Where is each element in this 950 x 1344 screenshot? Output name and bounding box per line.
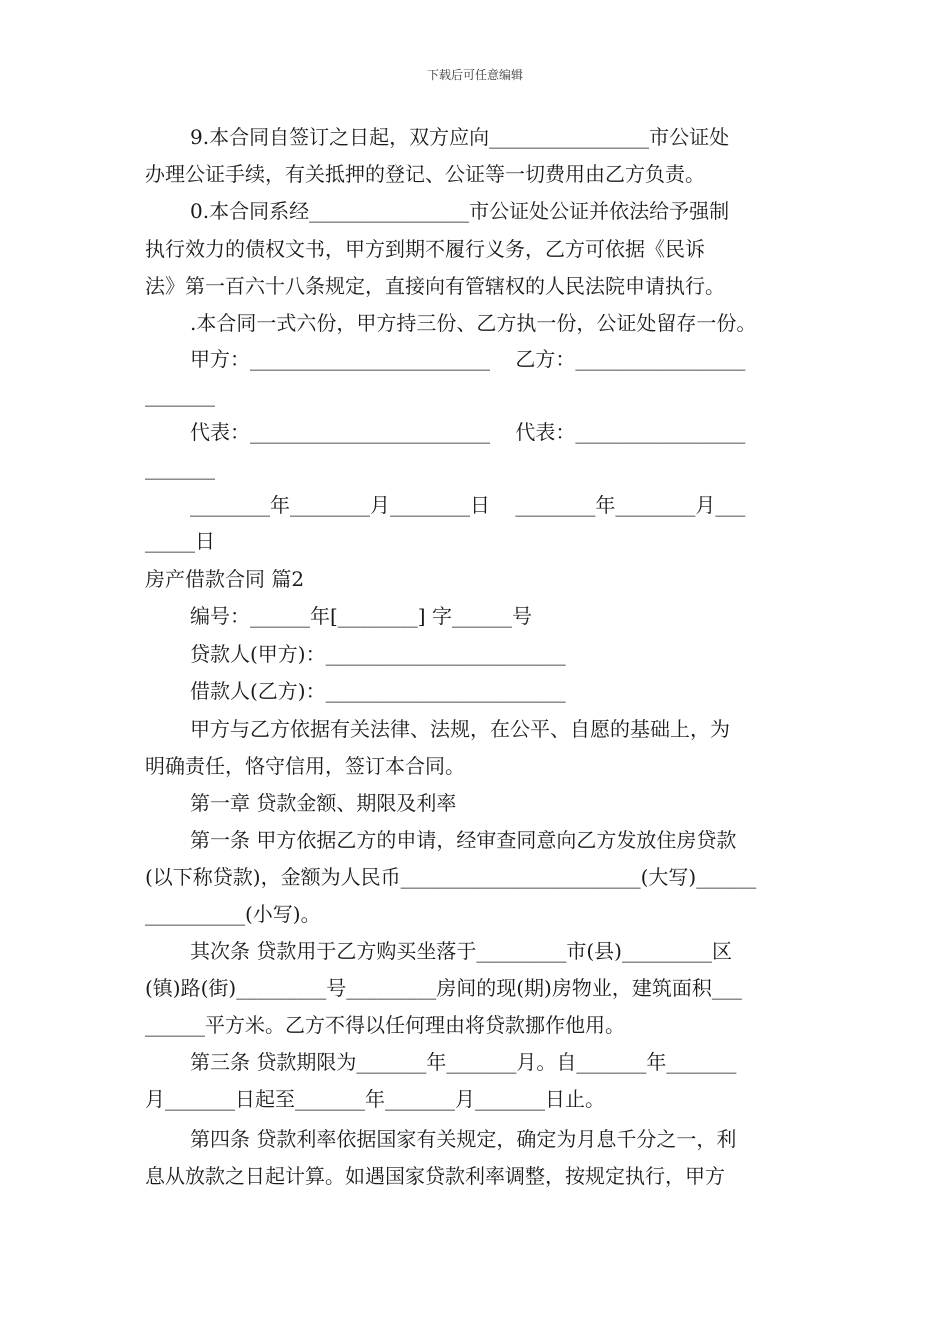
article-3-line-1: 第三条 贷款期限为_______年_______月。自_______年_______	[190, 1050, 737, 1074]
article-4-line-2: 息从放款之日起计算。如遇国家贷款利率调整，按规定执行，甲方	[145, 1164, 725, 1188]
clause-9-line-2: 办理公证手续，有关抵押的登记、公证等一切费用由乙方负责。	[145, 162, 705, 186]
article-2-line-1: 其次条 贷款用于乙方购买坐落于_________市(县)_________区	[190, 939, 732, 963]
clause-10-line-3: 法》第一百六十八条规定，直接向有管辖权的人民法院申请执行。	[145, 274, 725, 298]
date-cont: _____日	[145, 529, 215, 553]
representative-cont: _______	[145, 456, 215, 480]
section-title: 房产借款合同 篇2	[145, 567, 305, 591]
preamble-line-1: 甲方与乙方依据有关法律、法规，在公平、自愿的基础上，为	[190, 717, 730, 741]
article-4-line-1: 第四条 贷款利率依据国家有关规定，确定为月息千分之一，利	[190, 1127, 737, 1151]
contract-number: 编号：______年[________] 字______号	[190, 604, 532, 628]
lender-line: 贷款人(甲方)：________________________	[190, 642, 566, 666]
article-1-line-1: 第一条 甲方依据乙方的申请，经审查同意向乙方发放住房贷款	[190, 828, 737, 852]
party-signature-line: 甲方：________________________ 乙方：_________________	[190, 347, 746, 371]
page-header: 下载后可任意编辑	[426, 68, 523, 82]
article-2-line-2: (镇)路(街)_________号_________房间的现(期)房物业，建筑面积___	[145, 976, 742, 1000]
borrower-line: 借款人(乙方)：________________________	[190, 679, 566, 703]
article-2-line-3: ______平方米。乙方不得以任何理由将贷款挪作他用。	[145, 1013, 625, 1037]
clause-10-line-1: 0.本合同系经________________市公证处公证并依法给予强制	[190, 199, 730, 223]
clause-10-line-2: 执行效力的债权文书，甲方到期不履行义务，乙方可依据《民诉	[145, 237, 705, 261]
article-1-line-3: __________(小写)。	[145, 902, 321, 926]
article-3-line-2: 月_______日起至_______年_______月_______日止。	[145, 1087, 605, 1111]
date-line: ________年________月________日 ________年________月___	[190, 493, 746, 517]
chapter-1-title: 第一章 贷款金额、期限及利率	[190, 791, 457, 815]
article-1-line-2: (以下称贷款)，金额为人民币________________________(大写)______	[145, 865, 757, 889]
clause-11: .本合同一式六份，甲方持三份、乙方执一份，公证处留存一份。	[190, 311, 757, 335]
clause-9-line-1: 9.本合同自签订之日起，双方应向________________市公证处	[190, 125, 730, 149]
representative-line: 代表：________________________ 代表：_________________	[190, 420, 746, 444]
preamble-line-2: 明确责任，恪守信用，签订本合同。	[145, 754, 465, 778]
party-signature-cont: _______	[145, 383, 215, 407]
